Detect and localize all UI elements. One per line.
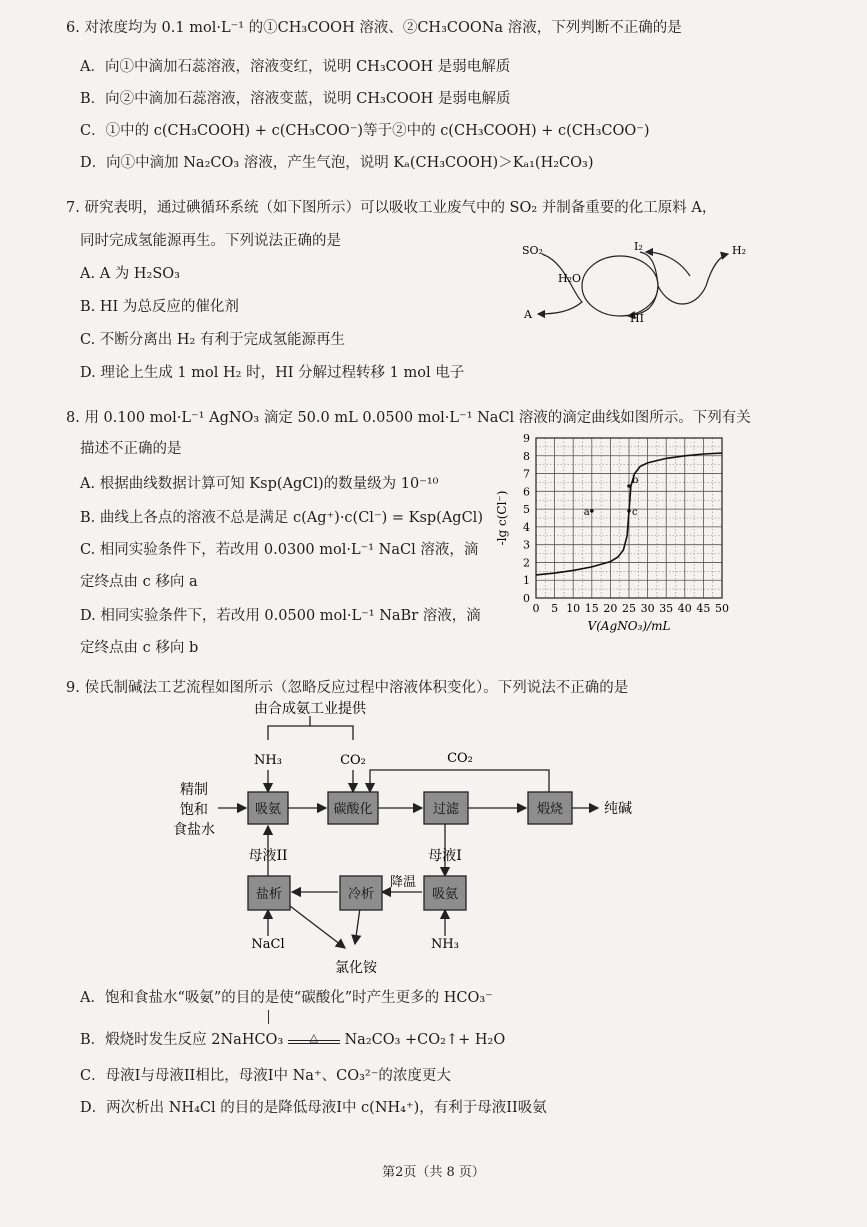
q8-option-a: A. 根据曲线数据计算可知 Ksp(AgCl)的数量级为 10⁻¹⁰ bbox=[80, 476, 439, 492]
point-a bbox=[590, 509, 594, 513]
point-c bbox=[627, 509, 631, 513]
label-co2-top: CO₂ bbox=[340, 753, 366, 768]
label-a: A bbox=[524, 308, 532, 321]
page-footer: 第2页（共 8 页） bbox=[382, 1165, 485, 1180]
label-h2o: H₂O bbox=[558, 272, 582, 285]
x-tick-label: 10 bbox=[566, 602, 581, 615]
x-tick-label: 40 bbox=[677, 602, 692, 615]
q8-stem-line2: 描述不正确的是 bbox=[80, 441, 182, 457]
point-label-c: c bbox=[632, 506, 638, 518]
svg-text:过滤: 过滤 bbox=[432, 802, 460, 817]
y-axis-label: -lg c(Cl⁻) bbox=[495, 490, 509, 546]
svg-text:吸氨: 吸氨 bbox=[254, 802, 282, 817]
q7-stem-line2: 同时完成氢能源再生。下列说法正确的是 bbox=[80, 233, 341, 249]
q8-stem-line1: 8. 用 0.100 mol·L⁻¹ AgNO₃ 滴定 50.0 mL 0.0500 mol·L⁻¹ NaCl 溶液的滴定曲线如图所示。下列有关 bbox=[66, 410, 751, 426]
reaction-condition bbox=[288, 1031, 340, 1050]
label-cooling: 降温 bbox=[389, 875, 417, 890]
q8-option-c-line2: 定终点由 c 移向 a bbox=[80, 574, 198, 590]
label-nh4cl: 氯化铵 bbox=[335, 960, 377, 976]
q6-option-b: B．向②中滴加石蕊溶液，溶液变蓝，说明 CH₃COOH 是弱电解质 bbox=[80, 91, 511, 107]
box-calcine bbox=[528, 792, 572, 824]
label-mother-2: 母液II bbox=[248, 848, 288, 864]
label-product: 纯碱 bbox=[604, 801, 632, 817]
y-tick-label: 3 bbox=[523, 538, 530, 552]
label-nh3-bottom: NH₃ bbox=[431, 937, 459, 952]
x-tick-label: 50 bbox=[715, 602, 729, 615]
label-h2: H₂ bbox=[732, 244, 747, 257]
x-tick-label: 45 bbox=[696, 602, 711, 615]
box-carbonate bbox=[328, 792, 378, 824]
q8-option-b: B. 曲线上各点的溶液不总是满足 c(Ag⁺)·c(Cl⁻) = Ksp(AgCl) bbox=[80, 510, 483, 526]
x-tick-label: 35 bbox=[659, 602, 674, 615]
q6-option-d: D．向①中滴加 Na₂CO₃ 溶液，产生气泡，说明 Kₐ(CH₃COOH)＞Kₐ₁(H₂CO₃) bbox=[80, 155, 594, 171]
box-absorb-nh3 bbox=[248, 792, 288, 824]
q7-option-a: A. A 为 H₂SO₃ bbox=[80, 266, 180, 282]
y-tick-label: 6 bbox=[523, 485, 530, 499]
x-tick-label: 0 bbox=[532, 602, 540, 615]
q9-option-b-post: Na₂CO₃ +CO₂↑+ H₂O bbox=[344, 1032, 506, 1048]
q9-option-a: A．饱和食盐水“吸氨”的目的是使“碳酸化”时产生更多的 HCO₃⁻ bbox=[80, 990, 493, 1006]
y-tick-label: 7 bbox=[523, 467, 530, 481]
box-cool-crystallize bbox=[340, 876, 382, 910]
hi-to-h2-i2-loop bbox=[658, 254, 728, 304]
q9-option-c: C．母液I与母液II相比，母液I中 Na⁺、CO₃²⁻的浓度更大 bbox=[80, 1068, 451, 1084]
box-absorb-nh3-2 bbox=[424, 876, 466, 910]
q9-option-d: D．两次析出 NH₄Cl 的目的是降低母液I中 c(NH₄⁺)，有利于母液II吸氨 bbox=[80, 1100, 547, 1116]
label-hi: HI bbox=[630, 312, 644, 325]
q9-stem: 9. 侯氏制碱法工艺流程如图所示（忽略反应过程中溶液体积变化）。下列说法不正确的是 bbox=[66, 680, 629, 696]
x-axis-label: V(AgNO₃)/mL bbox=[587, 619, 671, 633]
y-tick-label: 0 bbox=[523, 592, 530, 605]
q9-option-b-pre: B．煅烧时发生反应 2NaHCO₃ bbox=[80, 1032, 284, 1048]
q7-option-c: C. 不断分离出 H₂ 有利于完成氢能源再生 bbox=[80, 332, 345, 348]
q9-option-b bbox=[80, 1030, 505, 1050]
q6-option-c: C．①中的 c(CH₃COOH) + c(CH₃COO⁻)等于②中的 c(CH₃COOH) + c(CH₃COO⁻) bbox=[80, 123, 650, 139]
point-b bbox=[627, 484, 631, 488]
i2-return-arrow bbox=[646, 252, 690, 276]
q8-option-d-line2: 定终点由 c 移向 b bbox=[80, 640, 199, 656]
q8-option-c-line1: C. 相同实验条件下，若改用 0.0300 mol·L⁻¹ NaCl 溶液，滴 bbox=[80, 542, 479, 558]
x-tick-label: 15 bbox=[584, 602, 599, 615]
y-tick-label: 4 bbox=[523, 520, 530, 534]
label-feed-1: 精制 bbox=[180, 782, 208, 798]
q7-option-d: D. 理论上生成 1 mol H₂ 时，HI 分解过程转移 1 mol 电子 bbox=[80, 365, 465, 381]
label-mother-1: 母液I bbox=[428, 848, 462, 864]
y-tick-label: 5 bbox=[523, 503, 530, 517]
titration-chart bbox=[492, 430, 742, 642]
cycle-left-loop bbox=[582, 256, 658, 316]
point-label-a: a bbox=[583, 506, 590, 518]
label-source: 由合成氨工业提供 bbox=[254, 701, 366, 717]
svg-text:冷析: 冷析 bbox=[347, 887, 375, 902]
q7-option-b: B. HI 为总反应的催化剂 bbox=[80, 299, 239, 315]
iodine-cycle-diagram bbox=[510, 232, 750, 332]
q8-option-d-line1: D. 相同实验条件下，若改用 0.0500 mol·L⁻¹ NaBr 溶液，滴 bbox=[80, 608, 481, 624]
q6-option-a: A．向①中滴加石蕊溶液，溶液变红，说明 CH₃COOH 是弱电解质 bbox=[80, 59, 511, 75]
box-filter bbox=[424, 792, 468, 824]
label-feed-2: 饱和 bbox=[180, 802, 208, 818]
box-salt-out bbox=[248, 876, 290, 910]
y-tick-label: 2 bbox=[523, 556, 530, 570]
y-tick-label: 8 bbox=[523, 449, 530, 463]
x-tick-label: 25 bbox=[622, 602, 636, 615]
y-tick-label: 1 bbox=[523, 574, 530, 588]
hou-process-flowchart bbox=[160, 700, 660, 980]
label-so2: SO₂ bbox=[522, 244, 543, 257]
label-i2: I₂ bbox=[634, 240, 643, 253]
label-nacl: NaCl bbox=[251, 937, 285, 952]
heat-symbol: △ bbox=[309, 1031, 319, 1044]
label-feed-3: 食盐水 bbox=[173, 822, 215, 838]
x-tick-label: 30 bbox=[640, 602, 655, 615]
label-co2-recycle: CO₂ bbox=[447, 751, 473, 766]
pencil-mark bbox=[268, 1010, 270, 1024]
label-nh3-top: NH₃ bbox=[254, 753, 282, 768]
q6-stem: 6. 对浓度均为 0.1 mol·L⁻¹ 的①CH₃COOH 溶液、②CH₃COONa 溶液，下列判断不正确的是 bbox=[66, 20, 682, 36]
point-label-b: b bbox=[632, 475, 639, 486]
x-tick-label: 20 bbox=[603, 602, 618, 615]
svg-text:盐析: 盐析 bbox=[255, 887, 283, 902]
x-tick-label: 5 bbox=[551, 602, 559, 615]
svg-text:碳酸化: 碳酸化 bbox=[333, 802, 373, 817]
svg-text:吸氨: 吸氨 bbox=[431, 887, 459, 902]
y-tick-label: 9 bbox=[523, 432, 530, 445]
svg-text:煅烧: 煅烧 bbox=[536, 802, 564, 817]
q7-stem-line1: 7. 研究表明，通过碘循环系统（如下图所示）可以吸收工业废气中的 SO₂ 并制备重要的化工原料 A， bbox=[66, 200, 717, 216]
